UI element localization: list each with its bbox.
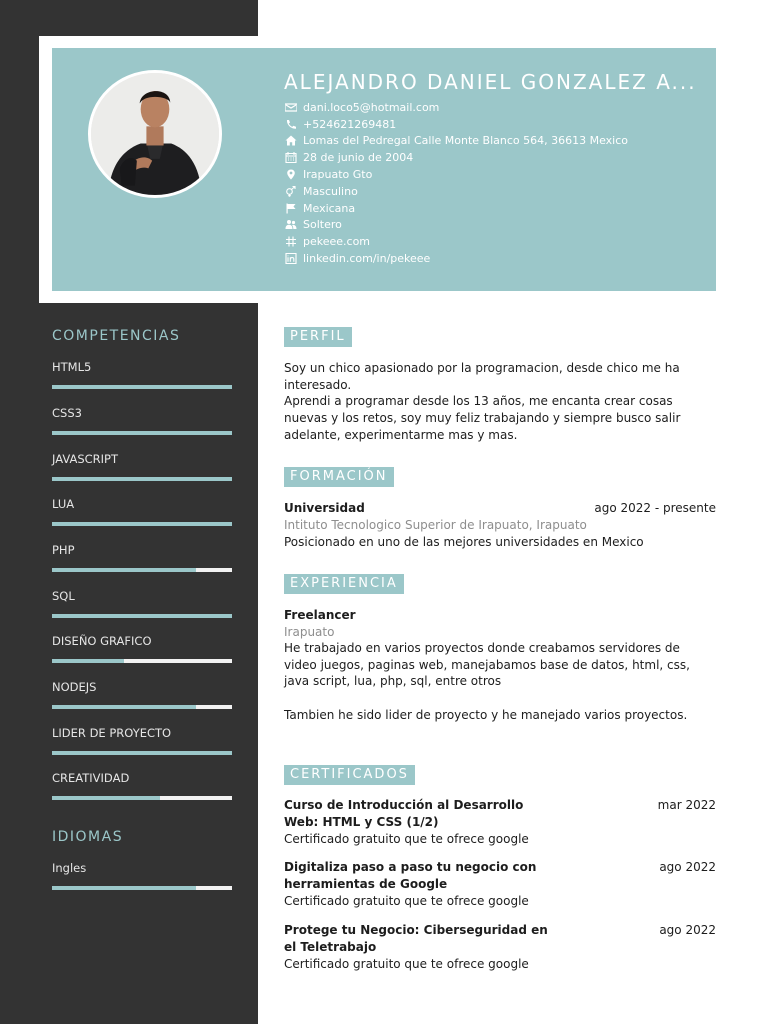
skill-item xyxy=(52,452,232,481)
certificate-description: Certificado gratuito que te ofrece google xyxy=(284,894,529,908)
contact-website[interactable]: pekeee.com xyxy=(284,233,628,250)
skill-bar xyxy=(52,796,232,800)
language-bar xyxy=(52,886,232,890)
skill-label: JAVASCRIPT xyxy=(52,452,118,466)
certificate-name: Protege tu Negocio: Ciberseguridad en el Teletrabajo xyxy=(284,923,548,954)
calendar-icon xyxy=(284,152,297,163)
contact-linkedin[interactable]: linkedin.com/in/pekeee xyxy=(284,250,628,267)
certificates-section-title: CERTIFICADOS xyxy=(284,765,415,785)
education-description: Posicionado en uno de las mejores universidades en Mexico xyxy=(284,535,644,549)
education-dates: ago 2022 - presente xyxy=(594,501,716,515)
mail-icon xyxy=(284,102,297,113)
skill-label: LUA xyxy=(52,497,75,511)
skill-item xyxy=(52,771,232,800)
contact-list xyxy=(284,99,628,267)
linkedin-icon xyxy=(284,253,297,264)
phone-icon xyxy=(284,119,297,130)
skill-bar xyxy=(52,705,232,709)
languages-title: IDIOMAS xyxy=(52,829,124,845)
skill-item xyxy=(52,726,232,755)
education-section-title: FORMACIÓN xyxy=(284,467,394,487)
skill-item xyxy=(52,634,232,663)
certificate-description: Certificado gratuito que te ofrece google xyxy=(284,957,529,971)
skill-bar xyxy=(52,659,232,663)
location-pin-icon xyxy=(284,169,297,180)
profile-photo xyxy=(88,70,222,198)
experience-role: Freelancer xyxy=(284,608,356,622)
skill-bar-fill xyxy=(52,705,196,709)
skill-item xyxy=(52,543,232,572)
skill-item xyxy=(52,360,232,389)
globe-icon xyxy=(284,236,297,247)
experience-description: He trabajado en varios proyectos donde creabamos servidores de video juegos, paginas web, manejabamos base de datos, html, css, java script, lua, php, sql, entre otros Tambien he sido lider de proyecto y he manejado varios proyectos. xyxy=(284,641,690,722)
skill-bar xyxy=(52,477,232,481)
skill-label: HTML5 xyxy=(52,360,92,374)
language-label: Ingles xyxy=(52,861,87,875)
certificate-date: ago 2022 xyxy=(659,860,716,874)
certificate-name: Curso de Introducción al Desarrollo Web: HTML y CSS (1/2) xyxy=(284,798,524,829)
skill-bar-fill xyxy=(52,568,196,572)
skill-bar xyxy=(52,751,232,755)
home-icon xyxy=(284,135,297,146)
contact-email[interactable]: dani.loco5@hotmail.com xyxy=(284,99,628,116)
skill-label: CSS3 xyxy=(52,406,82,420)
people-icon xyxy=(284,219,297,230)
certificate-name: Digitaliza paso a paso tu negocio con herramientas de Google xyxy=(284,860,537,891)
skill-bar-fill xyxy=(52,431,232,435)
candidate-name: ALEJANDRO DANIEL GONZALEZ A... xyxy=(284,70,697,94)
education-school: Intituto Tecnologico Superior de Irapuato, Irapuato xyxy=(284,518,587,532)
skill-bar xyxy=(52,614,232,618)
education-institution: Universidad xyxy=(284,501,365,515)
gender-icon xyxy=(284,186,297,197)
skill-label: LIDER DE PROYECTO xyxy=(52,726,172,740)
skill-bar-fill xyxy=(52,385,232,389)
experience-place: Irapuato xyxy=(284,625,335,639)
flag-icon xyxy=(284,203,297,214)
certificate-description: Certificado gratuito que te ofrece google xyxy=(284,832,529,846)
skill-item xyxy=(52,680,232,709)
skill-item xyxy=(52,589,232,618)
skills-title: COMPETENCIAS xyxy=(52,328,181,344)
contact-address: Lomas del Pedregal Calle Monte Blanco 564, 36613 Mexico xyxy=(284,133,628,150)
skill-bar-fill xyxy=(52,522,232,526)
skill-label: CREATIVIDAD xyxy=(52,771,130,785)
skill-bar-fill xyxy=(52,751,232,755)
skill-bar xyxy=(52,385,232,389)
skill-bar xyxy=(52,522,232,526)
skill-bar xyxy=(52,568,232,572)
certificate-date: mar 2022 xyxy=(657,798,716,812)
skill-label: DISEÑO GRAFICO xyxy=(52,634,152,648)
profile-section-title: PERFIL xyxy=(284,327,352,347)
skill-bar-fill xyxy=(52,659,124,663)
skill-bar-fill xyxy=(52,796,160,800)
profile-text: Soy un chico apasionado por la programacion, desde chico me ha interesado. Aprendi a programar desde los 13 años, me encanta crear cosas nuevas y los retos, soy muy feliz trabajando y siempre busco salir adelante, experimentarme mas y mas. xyxy=(284,361,681,442)
skill-item xyxy=(52,497,232,526)
contact-marital-status: Soltero xyxy=(284,217,628,234)
skill-bar xyxy=(52,431,232,435)
experience-section-title: EXPERIENCIA xyxy=(284,574,404,594)
contact-nationality: Mexicana xyxy=(284,200,628,217)
language-bar-fill xyxy=(52,886,196,890)
skill-label: PHP xyxy=(52,543,75,557)
contact-phone[interactable]: +524621269481 xyxy=(284,116,628,133)
contact-gender: Masculino xyxy=(284,183,628,200)
skill-bar-fill xyxy=(52,614,232,618)
skill-label: NODEJS xyxy=(52,680,97,694)
contact-birthdate: 28 de junio de 2004 xyxy=(284,149,628,166)
contact-city: Irapuato Gto xyxy=(284,166,628,183)
certificate-date: ago 2022 xyxy=(659,923,716,937)
skill-bar-fill xyxy=(52,477,232,481)
language-item xyxy=(52,861,232,890)
skill-item xyxy=(52,406,232,435)
skill-label: SQL xyxy=(52,589,75,603)
